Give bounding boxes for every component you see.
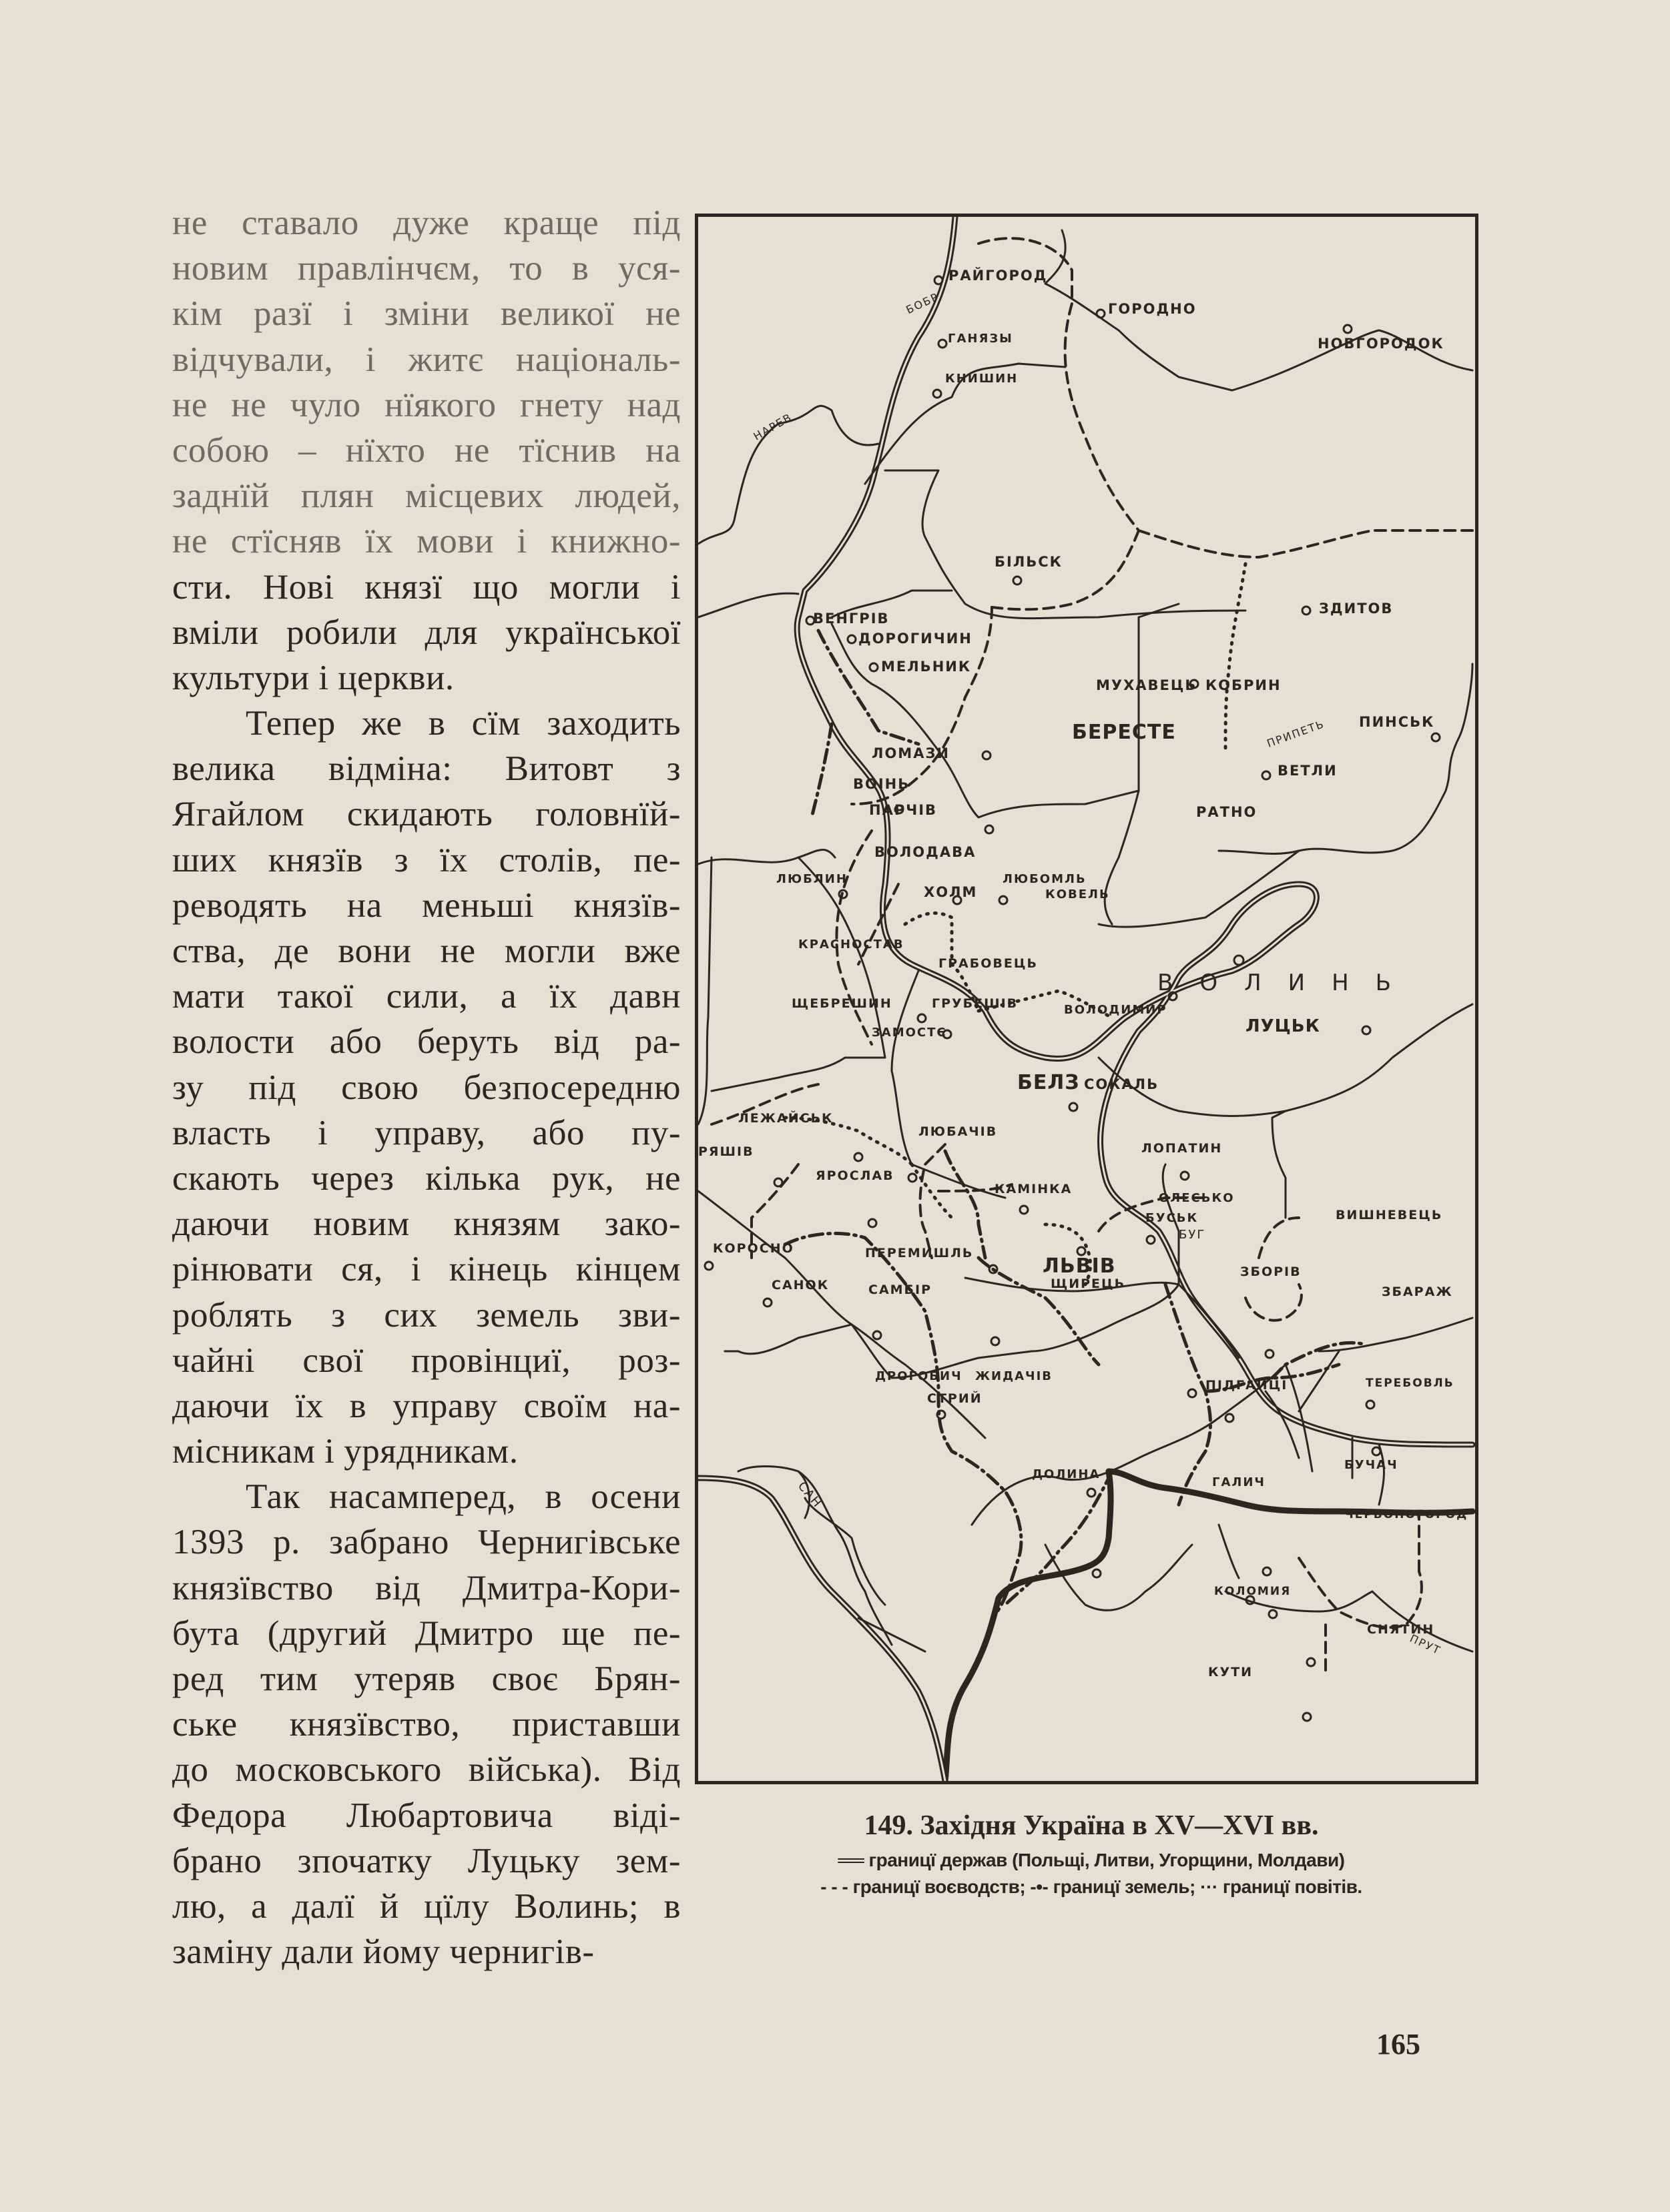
text-line: не ставало дуже краще під <box>172 204 681 242</box>
text-line: до московського війська). Від <box>172 1750 681 1790</box>
city-label: НОВГОРОДОК <box>1318 336 1444 352</box>
text-line: собою – нїхто не тїснив на <box>172 430 681 470</box>
text-line: відчували, і житє національ- <box>172 340 681 379</box>
city-label: РАЙГОРОД <box>948 268 1048 284</box>
page-number: 165 <box>1376 2028 1420 2061</box>
city-label: ЗБОРІВ <box>1240 1264 1302 1279</box>
city-label: ЛУЦЬК <box>1245 1016 1320 1036</box>
city-label: ГАНЯЗЫ <box>948 332 1013 346</box>
river-label: НАРЕВ <box>751 410 795 443</box>
city-label: САМБІР <box>868 1282 932 1297</box>
river-label: САН <box>794 1479 825 1511</box>
city-label: МЕЛЬНИК <box>881 659 972 675</box>
text-line: Тепер же в сїм заходить <box>246 704 681 743</box>
legend-state-borders: ══ границї держав (Польщі, Литви, Угорщини, Молдави) <box>838 1850 1345 1870</box>
text-line: новим правлінчєм, то в уся- <box>172 249 681 288</box>
city-label: КРАСНОСТАВ <box>798 938 904 952</box>
city-label: ПІДГАЙЦІ <box>1205 1378 1288 1393</box>
city-label: ЖИДАЧІВ <box>975 1369 1053 1383</box>
city-label: ЗДИТОВ <box>1319 601 1394 617</box>
text-line: велика відміна: Витовт з <box>172 749 681 789</box>
map-frame <box>695 214 1478 1784</box>
city-label: ГРАБОВЕЦЬ <box>938 956 1038 971</box>
text-line: кім разї і зміни великої не <box>172 294 681 334</box>
text-line: не не чуло нїякого гнету над <box>172 385 681 424</box>
city-label: ЛЮБАЧІВ <box>918 1124 998 1139</box>
text-line: волости або беруть від ра- <box>172 1022 681 1062</box>
text-line: Так насамперед, в осени <box>246 1477 681 1517</box>
city-label: ПИНСЬК <box>1359 714 1435 730</box>
city-label: ЩЕБРЕШИН <box>792 996 892 1011</box>
city-label: КОВЕЛЬ <box>1045 887 1110 901</box>
region-label-volyn: ВОЛИНЬ <box>1157 970 1418 996</box>
city-label: ХОЛМ <box>924 884 978 900</box>
city-label: ПЕРЕМИШЛЬ <box>865 1246 974 1260</box>
city-label: КОБРИН <box>1205 677 1282 693</box>
text-line: реводять на меньші князїв- <box>172 885 681 925</box>
river-label: БОБР <box>904 290 941 317</box>
text-line: рінювати ся, і кінець кінцем <box>172 1250 681 1289</box>
city-label: ЛЮБОМЛЬ <box>1003 872 1087 886</box>
text-line: ред тим утеряв своє Брян- <box>172 1660 681 1698</box>
city-label: БУСЬК <box>1145 1211 1199 1225</box>
city-label: ЗАМОСТЄ <box>872 1026 947 1040</box>
city-label: ДРОГОБИЧ <box>875 1369 962 1383</box>
city-label: СТРИЙ <box>927 1391 983 1406</box>
text-line: не стїсняв їх мови і книжно- <box>172 522 681 561</box>
city-label: ПАРЧІВ <box>869 802 938 818</box>
text-line: бута (другий Дмитро ще пе- <box>172 1613 681 1653</box>
city-label: ВОІНЬ <box>853 776 910 792</box>
city-label: ДОЛИНА <box>1032 1467 1101 1481</box>
city-label: БІЛЬСК <box>995 554 1063 570</box>
legend-other-borders: - - - границї воєводств; -•- границї земель; ··· границї повітів. <box>820 1876 1362 1897</box>
text-line: ства, де вони не могли вже <box>172 932 681 970</box>
text-line: ших князїв з їх столів, пе- <box>172 840 681 879</box>
text-line: скають через кілька рук, не <box>172 1158 681 1198</box>
text-line: лю, а далї й цїлу Волинь; в <box>172 1886 681 1926</box>
text-line: місникам і урядникам. <box>172 1432 519 1471</box>
figure-caption-title: 149. Західня Україна в XV—XVI вв. <box>864 1810 1319 1841</box>
text-line: чайні свої провінциї, роз- <box>172 1341 681 1380</box>
city-label: КАМІНКА <box>995 1182 1073 1196</box>
city-label: РЯШІВ <box>698 1144 754 1159</box>
city-label: ЛОПАТИН <box>1141 1141 1223 1156</box>
city-label: ДОРОГИЧИН <box>858 631 972 647</box>
text-line: заднїй плян місцевих людей, <box>172 476 681 516</box>
city-label: СНЯТИН <box>1367 1622 1435 1637</box>
city-label: ВЕТЛИ <box>1278 763 1338 779</box>
city-label: МУХАВЕЦЬ <box>1096 677 1197 693</box>
city-label-major: БЕРЕСТЕ <box>1072 721 1176 744</box>
text-line: зу під свою безпосередню <box>172 1068 681 1107</box>
city-label: ЩИРЕЦЬ <box>1051 1276 1126 1291</box>
city-label: ЗБАРАЖ <box>1382 1284 1453 1299</box>
city-label: ЛЕЖАЙСЬК <box>738 1111 834 1126</box>
text-line: ське князївство, приставши <box>172 1705 681 1744</box>
city-label: КОРОСНО <box>713 1241 794 1256</box>
city-label: ВОЛОДАВА <box>874 844 977 860</box>
figure-legend <box>708 1847 1475 1900</box>
city-label: ВИШНЕВЕЦЬ <box>1336 1208 1443 1222</box>
text-line: 1393 р. забрано Чернигівське <box>172 1523 681 1562</box>
text-line: сти. Нові князї що могли і <box>172 567 681 607</box>
city-label: ОЛЕСЬКО <box>1159 1191 1235 1205</box>
city-label: КОЛОМИЯ <box>1214 1585 1292 1598</box>
text-line: князївство від Дмитра-Кори- <box>172 1568 681 1607</box>
city-label: ЛЮБЛИН <box>776 872 848 886</box>
city-label: ВЕНГРІВ <box>813 611 890 627</box>
body-text-column <box>172 200 681 1974</box>
text-line: власть і управу, або пу- <box>172 1113 681 1152</box>
city-label: КУТИ <box>1208 1665 1254 1680</box>
city-label: ГАЛИЧ <box>1212 1475 1266 1489</box>
text-line: мати такої сили, а їх давн <box>172 977 681 1016</box>
city-label: САНОК <box>772 1278 830 1293</box>
text-line: даючи новим князям зако- <box>172 1204 681 1244</box>
text-line: даючи їх в управу своїм на- <box>172 1386 681 1425</box>
voivodeship-borders <box>712 238 1472 1672</box>
city-label: ЯРОСЛАВ <box>816 1168 894 1183</box>
city-label: БУЧАЧ <box>1344 1458 1398 1472</box>
city-label: ВОЛОДИМИР <box>1064 1003 1167 1017</box>
river-label: БУГ <box>1179 1228 1206 1242</box>
text-line: заміну дали йому чернигів- <box>172 1932 595 1972</box>
text-line: роблять з сих земель зви- <box>172 1295 681 1335</box>
city-label: КНИШИН <box>945 372 1019 386</box>
city-label: РАТНО <box>1196 804 1258 820</box>
city-label: ЧЕРВОНОГОРОД <box>1344 1508 1468 1521</box>
text-line: Федора Любартовича віді- <box>172 1796 681 1835</box>
city-label: СОКАЛЬ <box>1084 1076 1159 1092</box>
city-label: ТЕРЕБОВЛЬ <box>1366 1377 1454 1390</box>
river-label: ПРИПЕТЬ <box>1265 717 1327 750</box>
city-label: БЕЛЗ <box>1017 1071 1080 1094</box>
city-label: ГОРОДНО <box>1108 301 1197 317</box>
river-label: ПРУТ <box>1408 1631 1443 1657</box>
text-line: Ягайлом скидають головнїй- <box>172 795 681 834</box>
city-label: ГРУБЕШІВ <box>932 996 1019 1011</box>
text-line: брано зпочатку Луцьку зем- <box>172 1841 681 1880</box>
text-line: культури і церкви. <box>172 658 455 697</box>
city-label-major: ЛЬВІВ <box>1043 1254 1116 1278</box>
city-label: ЛОМАЗИ <box>872 745 950 761</box>
text-line: вміли робили для української <box>172 613 681 652</box>
